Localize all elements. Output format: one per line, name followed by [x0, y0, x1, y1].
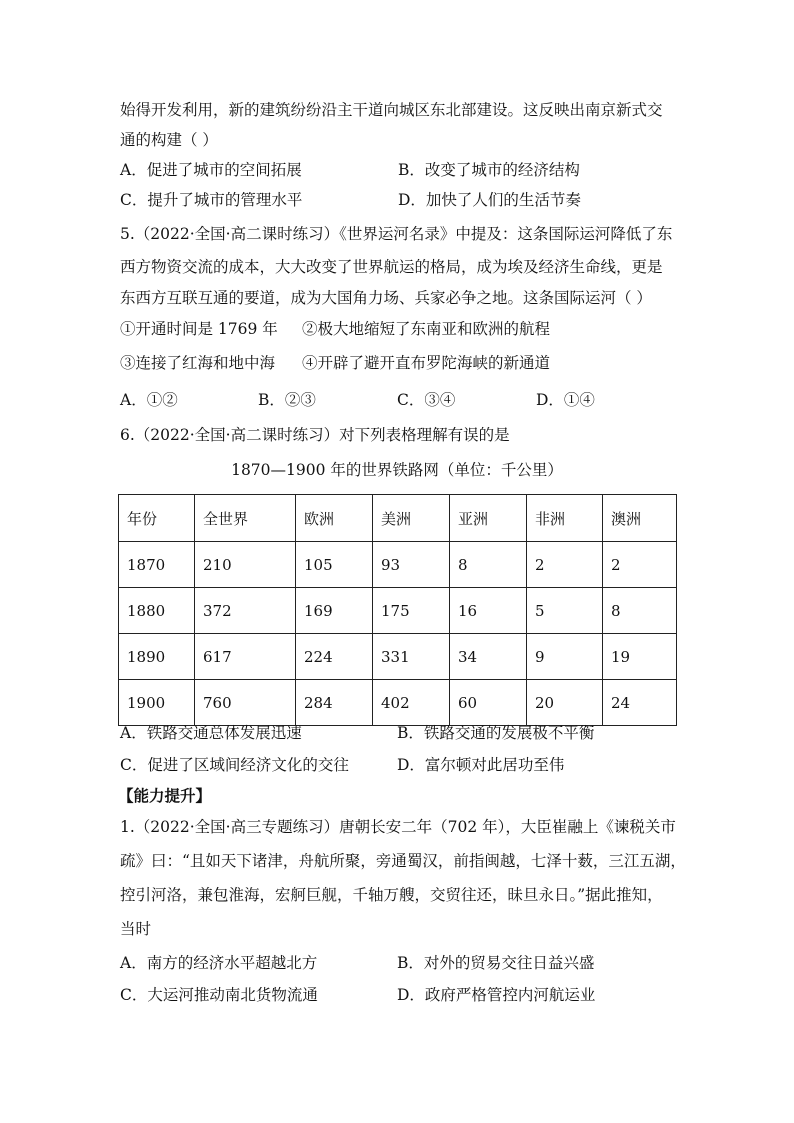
table-cell: 1890: [119, 634, 195, 680]
table-cell: 20: [527, 680, 603, 726]
q5-item-3: ③连接了红海和地中海: [120, 354, 276, 372]
railway-table: [118, 494, 677, 726]
p1-stem-line4: 当时: [120, 920, 152, 938]
table-row: [119, 680, 677, 726]
q5-option-a[interactable]: A．①②: [120, 391, 178, 409]
q4-option-c[interactable]: C．提升了城市的管理水平: [120, 191, 303, 209]
q5-stem-line3: 东西方互联互通的要道，成为大国角力场、兵家必争之地。这条国际运河（ ）: [120, 289, 652, 307]
table-cell: 9: [527, 634, 603, 680]
table-header-cell: 全世界: [195, 495, 296, 542]
q5-item-4: ④开辟了避开直布罗陀海峡的新通道: [302, 354, 551, 372]
q4-stem-line1: 始得开发利用，新的建筑纷纷沿主干道向城区东北部建设。这反映出南京新式交: [120, 101, 663, 119]
p1-option-b[interactable]: B．对外的贸易交往日益兴盛: [397, 954, 595, 972]
q4-stem-line2: 通的构建（ ）: [120, 131, 218, 149]
q6-option-b[interactable]: B．铁路交通的发展极不平衡: [397, 724, 595, 742]
table-header-cell: 欧洲: [296, 495, 373, 542]
table-cell: 1880: [119, 588, 195, 634]
p1-option-c[interactable]: C．大运河推动南北货物流通: [120, 986, 318, 1004]
q5-stem-line2: 西方物资交流的成本，大大改变了世界航运的格局，成为埃及经济生命线，更是: [120, 258, 663, 276]
table-cell: 331: [373, 634, 450, 680]
q5-item-2: ②极大地缩短了东南亚和欧洲的航程: [302, 320, 551, 338]
table-row: [119, 634, 677, 680]
p1-stem-line1: 1.（2022·全国·高三专题练习）唐朝长安二年（702 年），大臣崔融上《谏税关市: [120, 818, 676, 836]
table-cell: 224: [296, 634, 373, 680]
q6-option-c[interactable]: C．促进了区域间经济文化的交往: [120, 756, 349, 774]
table-cell: 169: [296, 588, 373, 634]
table-cell: 760: [195, 680, 296, 726]
table-header-cell: 美洲: [373, 495, 450, 542]
table-header-cell: 非洲: [527, 495, 603, 542]
table-cell: 1870: [119, 542, 195, 588]
q5-item-1: ①开通时间是 1769 年: [120, 320, 278, 338]
table-header-cell: 澳洲: [603, 495, 677, 542]
table-cell: 24: [603, 680, 677, 726]
table-cell: 105: [296, 542, 373, 588]
table-cell: 34: [450, 634, 527, 680]
q4-option-a[interactable]: A．促进了城市的空间拓展: [120, 161, 302, 179]
table-cell: 93: [373, 542, 450, 588]
table-cell: 617: [195, 634, 296, 680]
table-row: [119, 588, 677, 634]
q6-option-d[interactable]: D．富尔顿对此居功至伟: [397, 756, 565, 774]
table-cell: 60: [450, 680, 527, 726]
p1-stem-line3: 控引河洛，兼包淮海，宏舸巨舰，千轴万艘，交贸往还，昧旦永日。”据此推知，: [120, 886, 663, 904]
table-cell: 19: [603, 634, 677, 680]
p1-stem-line2: 疏》曰：“且如天下诸津，舟航所聚，旁通蜀汉，前指闽越，七泽十薮，三江五湖，: [120, 852, 686, 870]
table-header-row: [119, 495, 677, 542]
q4-option-b[interactable]: B．改变了城市的经济结构: [398, 161, 580, 179]
q5-stem-line1: 5.（2022·全国·高二课时练习）《世界运河名录》中提及：这条国际运河降低了东: [120, 225, 673, 243]
p1-option-d[interactable]: D．政府严格管控内河航运业: [397, 986, 596, 1004]
table-cell: 8: [450, 542, 527, 588]
table-cell: 402: [373, 680, 450, 726]
table-cell: 16: [450, 588, 527, 634]
table-cell: 210: [195, 542, 296, 588]
q5-option-b[interactable]: B．②③: [258, 391, 316, 409]
table-caption: 1870—1900 年的世界铁路网（单位：千公里）: [231, 461, 563, 479]
table-cell: 372: [195, 588, 296, 634]
q5-option-c[interactable]: C．③④: [397, 391, 456, 409]
table-cell: 175: [373, 588, 450, 634]
table-cell: 8: [603, 588, 677, 634]
table-cell: 2: [603, 542, 677, 588]
q6-stem: 6.（2022·全国·高二课时练习）对下列表格理解有误的是: [120, 426, 510, 444]
table-cell: 284: [296, 680, 373, 726]
table-row: [119, 542, 677, 588]
table-header-cell: 亚洲: [450, 495, 527, 542]
table-cell: 1900: [119, 680, 195, 726]
p1-option-a[interactable]: A．南方的经济水平超越北方: [120, 954, 318, 972]
table-cell: 5: [527, 588, 603, 634]
section-title: 【能力提升】: [118, 786, 212, 805]
q6-option-a[interactable]: A．铁路交通总体发展迅速: [120, 724, 302, 742]
q4-option-d[interactable]: D．加快了人们的生活节奏: [398, 191, 581, 209]
table-header-cell: 年份: [119, 495, 195, 542]
q5-option-d[interactable]: D．①④: [536, 391, 595, 409]
table-cell: 2: [527, 542, 603, 588]
